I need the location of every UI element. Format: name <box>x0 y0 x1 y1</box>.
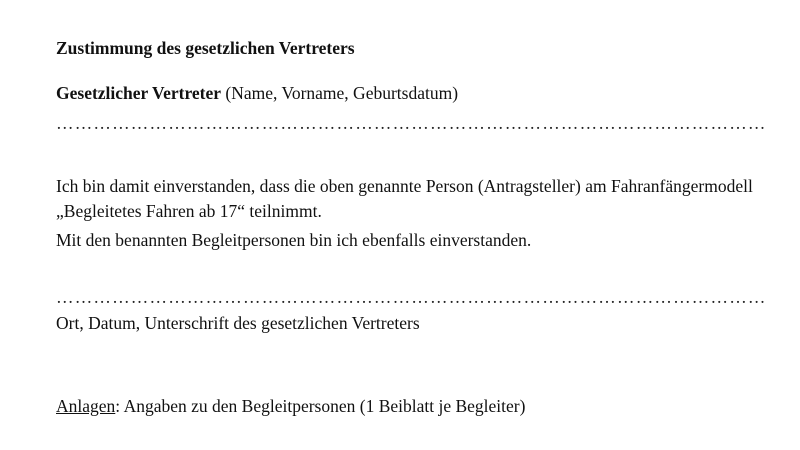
attachments-line <box>56 398 525 416</box>
consent-text-line-2: „Begleitetes Fahren ab 17“ teilnimmt. <box>56 201 322 221</box>
representative-line <box>56 85 458 103</box>
document-title: Zustimmung des gesetzlichen Vertreters <box>56 38 355 58</box>
representative-hint: (Name, Vorname, Geburtsdatum) <box>225 83 459 103</box>
representative-fill-line: …………………………………………………………………………………………………… <box>56 113 767 133</box>
signature-fill-line: …………………………………………………………………………………………………… <box>56 287 767 307</box>
attachments-text: : Angaben zu den Begleitpersonen (1 Beiblatt je Begleiter) <box>115 396 526 416</box>
consent-text-line-1: Ich bin damit einverstanden, dass die oben genannte Person (Antragsteller) am Fahranfängermodell <box>56 176 753 196</box>
representative-label: Gesetzlicher Vertreter <box>56 83 222 103</box>
attachments-label: Anlagen <box>56 396 116 416</box>
consent-text-line-3: Mit den benannten Begleitpersonen bin ich ebenfalls einverstanden. <box>56 230 532 250</box>
signature-caption: Ort, Datum, Unterschrift des gesetzlichen Vertreters <box>56 313 420 333</box>
